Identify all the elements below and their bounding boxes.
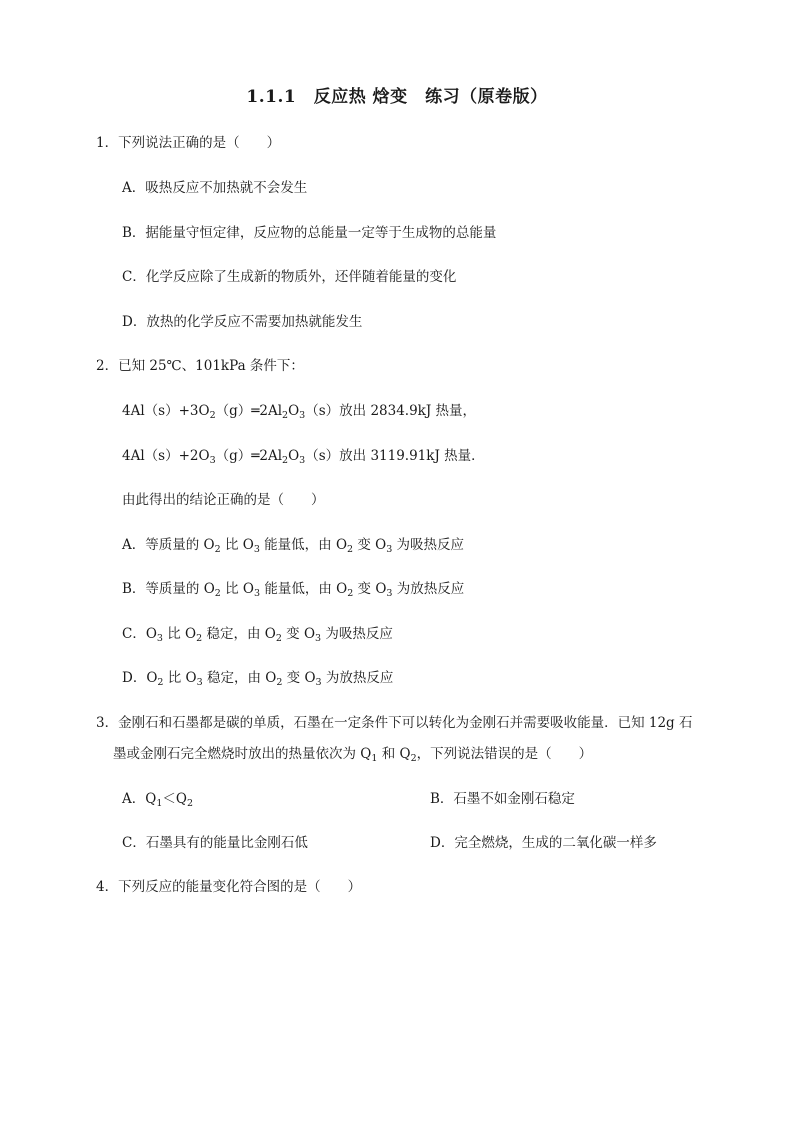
- question-2-option-c: C．$O_3$ 比 $O_2$ 稳定，由 $O_2$ 变 $O_3$ 为吸热反应: [122, 626, 393, 644]
- question-1-option-b: B．据能量守恒定律，反应物的总能量一定等于生成物的总能量: [122, 225, 497, 241]
- question-1-option-d: D．放热的化学反应不需要加热就能发生: [122, 314, 363, 330]
- question-3-stem-line-1: 3．金刚石和石墨都是碳的单质，石墨在一定条件下可以转化为金刚石并需要吸收能量．已知 12g 石: [96, 715, 693, 731]
- question-3-stem-line-2: 墨或金刚石完全燃烧时放出的热量依次为 $Q_1$ 和 $Q_2$，下列说法错误的是（ ）: [113, 746, 593, 764]
- question-2-stem: 2．已知 25℃、101kPa 条件下：: [96, 358, 304, 374]
- question-1-option-c: C．化学反应除了生成新的物质外，还伴随着能量的变化: [122, 269, 457, 285]
- page-title: 1.1.1 反应热 焓变 练习（原卷版）: [246, 87, 548, 107]
- question-2-option-b: B．等质量的 $O_2$ 比 $O_3$ 能量低，由 $O_2$ 变 $O_3$ 为放热反应: [122, 581, 465, 599]
- question-1-stem: 1．下列说法正确的是（ ）: [96, 135, 281, 151]
- question-2-equation-2: $4Al(s)+2O_3(g)═2Al_2O_3(s)$放出 3119.91kJ 热量．: [122, 448, 485, 466]
- question-2-lead: 由此得出的结论正确的是（ ）: [122, 492, 325, 508]
- question-1-option-a: A．吸热反应不加热就不会发生: [122, 180, 308, 196]
- question-2-option-d: D．$O_2$ 比 $O_3$ 稳定，由 $O_2$ 变 $O_3$ 为放热反应: [122, 670, 394, 688]
- question-3-option-a: A．$Q_1<Q_2$: [122, 791, 193, 809]
- question-3-option-b: B．石墨不如金刚石稳定: [430, 791, 575, 807]
- question-2-option-a: A．等质量的 $O_2$ 比 $O_3$ 能量低，由 $O_2$ 变 $O_3$ 为吸热反应: [122, 537, 465, 555]
- question-3-option-d: D．完全燃烧，生成的二氧化碳一样多: [430, 835, 657, 851]
- question-3-option-c: C．石墨具有的能量比金刚石低: [122, 835, 308, 851]
- question-4-stem: 4．下列反应的能量变化符合图的是（ ）: [96, 879, 362, 895]
- question-2-equation-1: $4Al(s)+3O_2(g)═2Al_2O_3(s)$放出 2834.9kJ 热量，: [122, 403, 477, 421]
